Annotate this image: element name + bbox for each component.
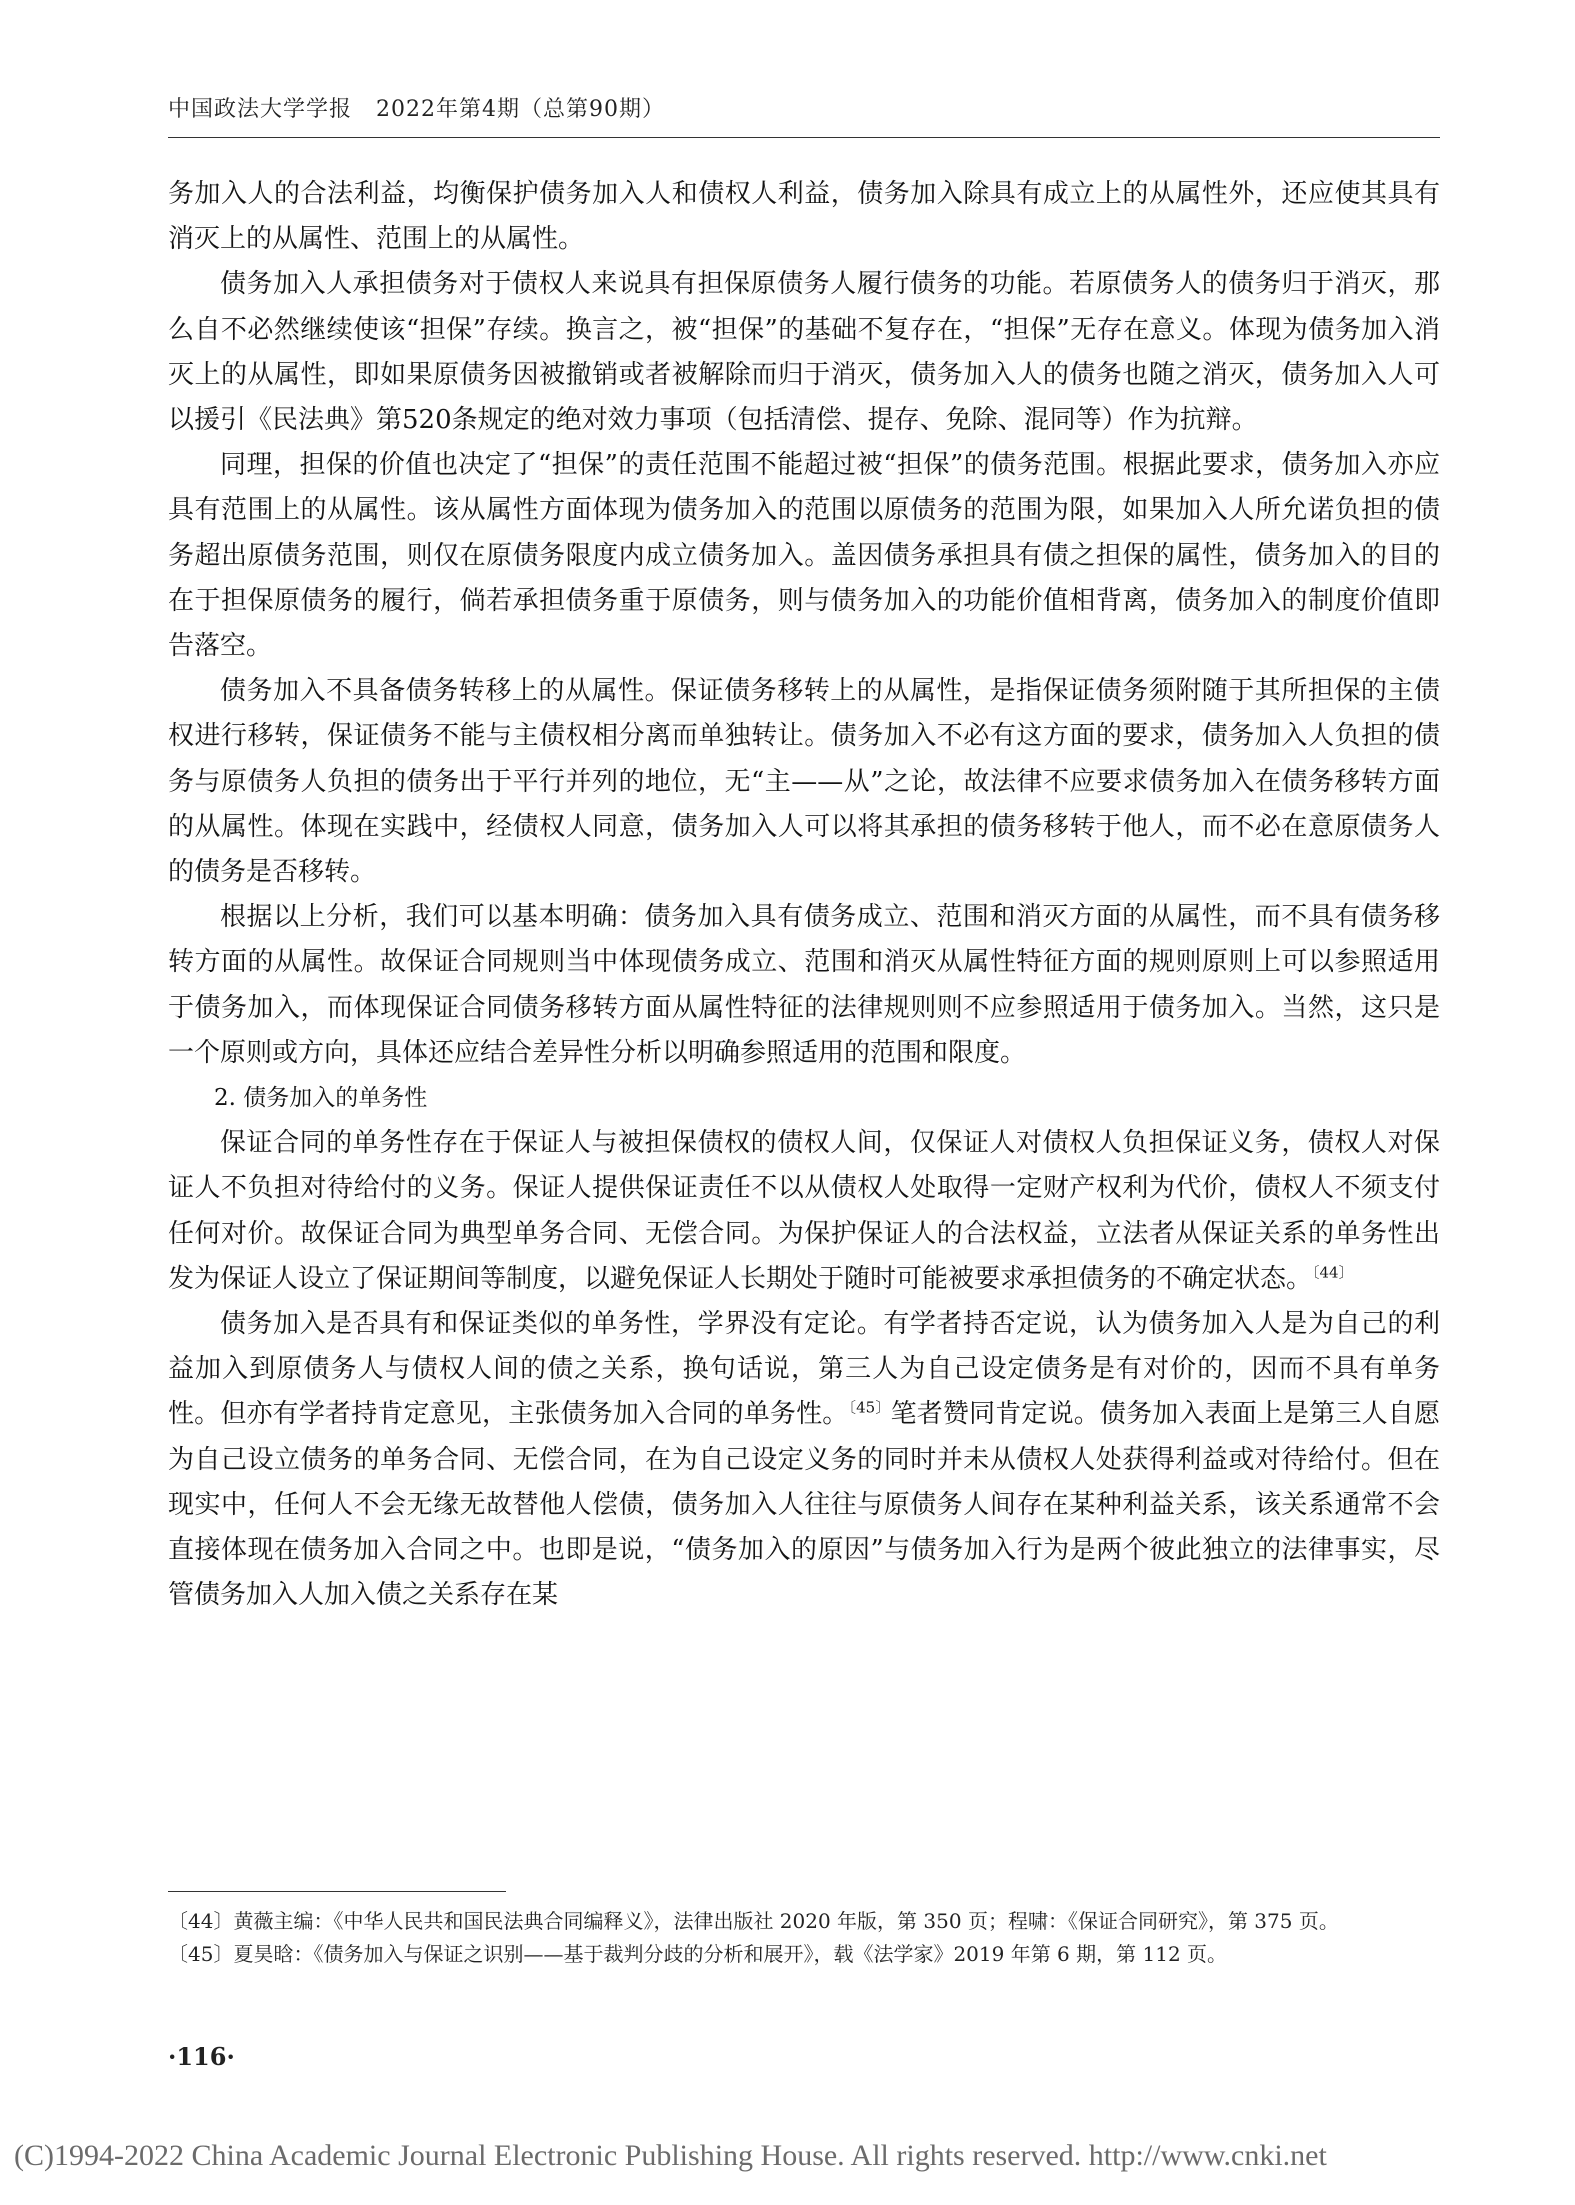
paragraph: 务加入人的合法利益，均衡保护债务加入人和债权人利益，债务加入除具有成立上的从属性外，还应使其具有消灭上的从属性、范围上的从属性。 (168, 179, 1440, 255)
issue-info: 2022年第4期（总第90期） (376, 97, 665, 122)
copyright-notice: (C)1994-2022 China Academic Journal Electronic Publishing House. All rights reserved. http://www.cnki.net (14, 2139, 1327, 2172)
body-text (168, 172, 1440, 1619)
footnote-ref[interactable]: 〔44〕 (1312, 1263, 1354, 1282)
footnote: 〔44〕黄薇主编：《中华人民共和国民法典合同编释义》，法律出版社 2020 年版，第 350 页；程啸：《保证合同研究》，第 375 页。 (168, 1909, 1339, 1933)
paragraph: 同理，担保的价值也决定了“担保”的责任范围不能超过被“担保”的债务范围。根据此要求，债务加入亦应具有范围上的从属性。该从属性方面体现为债务加入的范围以原债务的范围为限，如果加入人所允诺负担的债务超出原债务范围，则仅在原债务限度内成立债务加入。盖因债务承担具有债之担保的属性，债务加入的目的在于担保原债务的履行，倘若承担债务重于原债务，则与债务加入的功能价值相背离，债务加入的制度价值即告落空。 (168, 450, 1440, 662)
footnotes (168, 1905, 1440, 1971)
paragraph-text: 保证合同的单务性存在于保证人与被担保债权的债权人间，仅保证人对债权人负担保证义务，债权人对保证人不负担对待给付的义务。保证人提供保证责任不以从债权人处取得一定财产权利为代价，债权人不须支付任何对价。故保证合同为典型单务合同、无偿合同。为保护保证人的合法权益，立法者从保证关系的单务性出发为保证人设立了保证期间等制度，以避免保证人长期处于随时可能被要求承担债务的不确定状态。 (168, 1128, 1440, 1294)
footnote-ref[interactable]: 〔45〕 (848, 1398, 891, 1417)
header-rule (168, 137, 1440, 138)
paragraph (168, 1302, 1440, 1618)
paragraph: 债务加入人承担债务对于债权人来说具有担保原债务人履行债务的功能。若原债务人的债务归于消灭，那么自不必然继续使该“担保”存续。换言之，被“担保”的基础不复存在，“担保”无存在意义。体现为债务加入消灭上的从属性，即如果原债务因被撤销或者被解除而归于消灭，债务加入人的债务也随之消灭，债务加入人可以援引《民法典》第520条规定的绝对效力事项（包括清偿、提存、免除、混同等）作为抗辩。 (168, 269, 1440, 436)
page-number: ·116· (168, 2042, 235, 2071)
footnote: 〔45〕夏昊晗：《债务加入与保证之识别——基于裁判分歧的分析和展开》，载《法学家》2019 年第 6 期，第 112 页。 (168, 1942, 1228, 1966)
paragraph-text: 笔者赞同肯定说。债务加入表面上是第三人自愿为自己设立债务的单务合同、无偿合同，在为自己设定义务的同时并未从债权人处获得利益或对待给付。但在现实中，任何人不会无缘无故替他人偿债，债务加入人往往与原债务人间存在某种利益关系，该关系通常不会直接体现在债务加入合同之中。也即是说，“债务加入的原因”与债务加入行为是两个彼此独立的法律事实，尽管债务加入人加入债之关系存在某 (168, 1399, 1440, 1611)
paragraph (168, 1121, 1440, 1302)
footnote-rule (168, 1891, 506, 1892)
section-heading: 2. 债务加入的单务性 (214, 1085, 428, 1112)
paragraph-text: 债务加入是否具有和保证类似的单务性，学界没有定论。有学者持否定说，认为债务加入人是为自己的利益加入到原债务人与债权人间的债之关系，换句话说，第三人为自己设定债务是有对价的，因而不具有单务性。但亦有学者持肯定意见，主张债务加入合同的单务性。 (168, 1309, 1440, 1430)
journal-title: 中国政法大学学报 (168, 97, 353, 122)
paragraph: 根据以上分析，我们可以基本明确：债务加入具有债务成立、范围和消灭方面的从属性，而不具有债务移转方面的从属性。故保证合同规则当中体现债务成立、范围和消灭从属性特征方面的规则原则上可以参照适用于债务加入，而体现保证合同债务移转方面从属性特征的法律规则则不应参照适用于债务加入。当然，这只是一个原则或方向，具体还应结合差异性分析以明确参照适用的范围和限度。 (168, 902, 1440, 1068)
paragraph: 债务加入不具备债务转移上的从属性。保证债务移转上的从属性，是指保证债务须附随于其所担保的主债权进行移转，保证债务不能与主债权相分离而单独转让。债务加入不必有这方面的要求，债务加入人负担的债务与原债务人负担的债务出于平行并列的地位，无“主——从”之论，故法律不应要求债务加入在债务移转方面的从属性。体现在实践中，经债权人同意，债务加入人可以将其承担的债务移转于他人，而不必在意原债务人的债务是否移转。 (168, 676, 1440, 888)
running-header (168, 92, 1440, 123)
